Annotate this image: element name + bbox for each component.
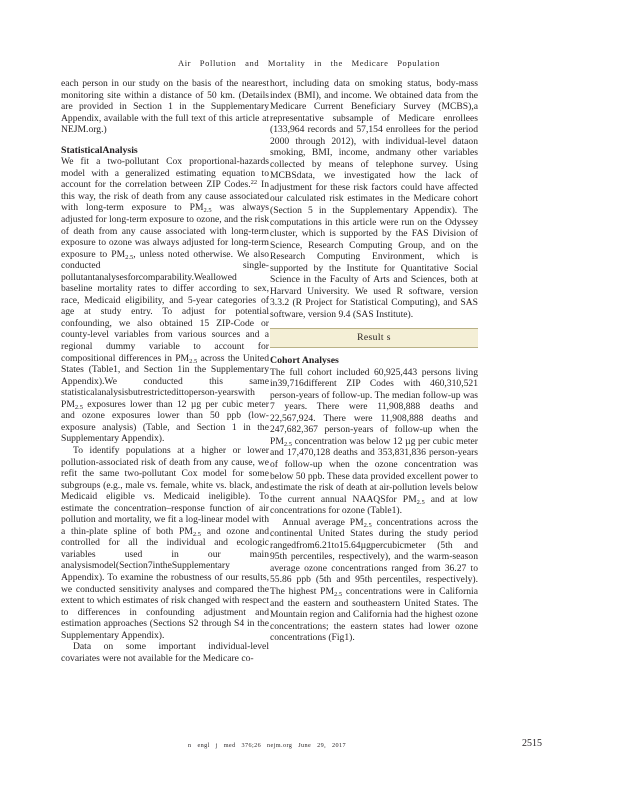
heading-cohort-analyses: Cohort Analyses — [270, 355, 339, 367]
paragraph-concentrations: Annual average $PM_{2.5}$ concentrations across the continental United States during the study period rangedfrom6.21to15.64µgpercubicmeter (5th and 95th percentiles, respectively), and the warm-season average ozone concentrations ranged from 36.27 to 55.86 ppb (5th and 95th percentiles, respectively). The highest $PM_{2.5}$ concentrations were in California and the eastern and southeastern United States. The Mountain region and California had the highest ozone concentrations; the eastern states had lower ozone concentrations (Fig1). — [270, 516, 478, 644]
page-number: 2515 — [522, 738, 542, 749]
paragraph-exposure-assignment: each person in our study on the basis of the nearest monitoring site within a distance of 50 km. (Details are provided in Section 1 in the Supplementary Appendix, available with the full text of this article at NEJM.org.) — [61, 78, 269, 136]
running-title: Air Pollution and Mortality in the Medicare Population — [177, 58, 441, 68]
paragraph-mcbs: hort, including data on smoking status, body-mass index (BMI), and income. We obtained data from the Medicare Current Beneficiary Survey (MCBS),a representative subsample of Medicare enrollees (133,964 records and 57,154 enrollees for the period 2000 through 2012), with individual-level dataon smoking, BMI, income, andmany other variables collected by means of telephone survey. Using MCBSdata, we investigated how the lack of adjustment for these risk factors could have affected our calculated risk estimates in the Medicare cohort (Section 5 in the Supplementary Appendix). The computations in this article were run on the Odyssey cluster, which is supported by the FAS Division of Science, Research Computing Group, and on the Research Computing Environment, which is supported by the Institute for Quantitative Social Science in the Faculty of Arts and Sciences, both at Harvard University. We used R software, version 3.3.2 (R Project for Statistical Computing), and SAS software, version 9.4 (SAS Institute). — [270, 78, 478, 320]
journal-footer: n engl j med 376;26 nejm.org June 29, 2017 — [188, 742, 346, 749]
paragraph-statistical-model: We fit a two-pollutant Cox proportional-hazards model with a generalized estimating equation to account for the correlation between ZIP Codes.$^{22}$ In this way, the risk of death from any cause associated with long-term exposure to $PM_{2.5}$ was always adjusted for long-term exposure to ozone, and the risk of death from any cause associated with long-term exposure to ozone was always adjusted for long-term exposure to $PM_{2.5}$, unless noted otherwise. We also conducted single-pollutantanalysesforcomparability.Weallowed baseline mortality rates to differ according to sex, race, Medicaid eligibility, and 5-year categories of age at study entry. To adjust for potential confounding, we also obtained 15 ZIP-Code or county-level variables from various sources and a regional dummy variable to account for compositional differences in $PM_{2.5}$ across the United States (Table1, and Section 1in the Supplementary Appendix).We conducted this same statisticalanalysisbutrestrictedittoperson-yearswith $PM_{2.5}$ exposures lower than 12 µg per cubic meter and ozone exposures lower than 50 ppb (low-exposure analysis) (Table, and Section 1 in the Supplementary Appendix). — [61, 156, 269, 445]
reference-superscript: 22 — [250, 179, 258, 187]
heading-statistical-analysis: StatisticalAnalysis — [61, 144, 138, 156]
left-column — [61, 78, 269, 664]
paragraph-covariates: Data on some important individual-level covariates were not available for the Medicare co- — [61, 641, 269, 664]
paragraph-subgroup-analysis: To identify populations at a higher or lower pollution-associated risk of death from any cause, we refit the same two-pollutant Cox model for some subgroups (e.g., male vs. female, white vs. black, and Medicaid eligible vs. Medicaid ineligible). To estimate the concentration–response function of air pollution and mortality, we fit a log-linear model with a thin-plate spline of both $PM_{2.5}$ and ozone and controlled for all the individual and ecologic variables used in our main analysismodel(Section7intheSupplementary Appendix). To examine the robustness of our results, we conducted sensitivity analyses and compared the extent to which estimates of risk changed with respect to differences in confounding adjustment and estimation approaches (Sections S2 through S4 in the Supplementary Appendix). — [61, 444, 269, 641]
section-bar-results: Result s — [270, 328, 478, 348]
paragraph-cohort: The full cohort included 60,925,443 persons living in39,716different ZIP Codes with 460,310,521 person-years of follow-up. The median follow-up was 7 years. There were 11,908,888 deaths and 22,567,924. There were 11,908,888 deaths and 247,682,367 person-years of follow-up when the $PM_{2.5}$ concentration was below 12 µg per cubic meter and 17,470,128 deaths and 353,831,836 person-years of follow-up when the ozone concentration was below 50 ppb. These data provided excellent power to estimate the risk of death at air-pollution levels below the current annual NAAQSfor $PM_{2.5}$ and at low concentrations for ozone (Table1). — [270, 366, 478, 517]
right-column — [270, 78, 478, 644]
running-header — [0, 58, 618, 68]
